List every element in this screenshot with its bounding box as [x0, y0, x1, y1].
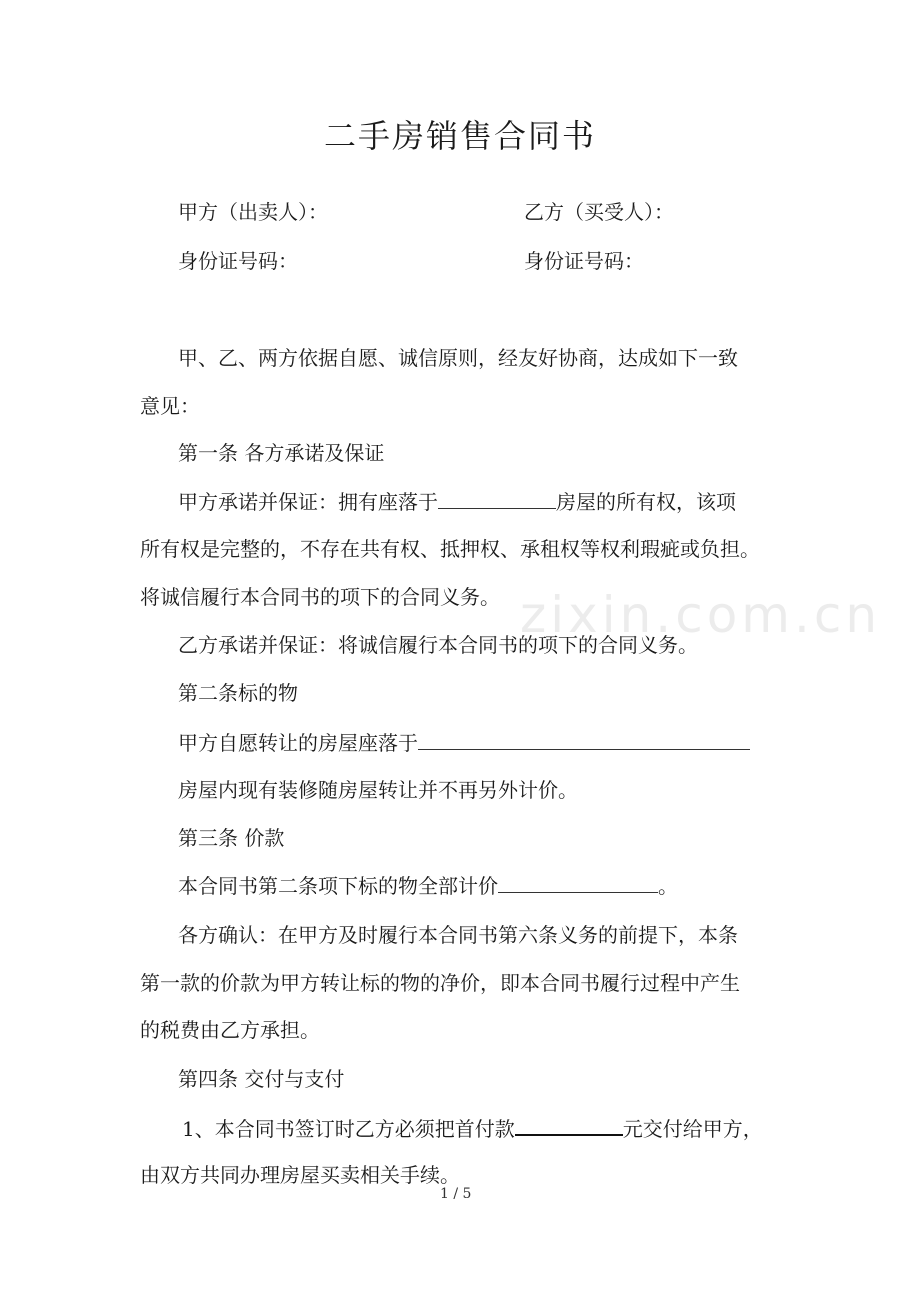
article-1-heading: 第一条 各方承诺及保证 — [178, 441, 385, 465]
article-4-heading: 第四条 交付与支付 — [178, 1067, 345, 1091]
total-price-blank[interactable] — [498, 870, 658, 893]
article-3-heading: 第三条 价款 — [178, 826, 285, 850]
article-1-party-a-text-post: 房屋的所有权，该项 — [556, 490, 736, 514]
watermark-text: zixin.com.cn — [520, 586, 882, 644]
article-1-party-a-line-1 — [178, 486, 736, 517]
page-number: 1 / 5 — [440, 1186, 472, 1202]
article-2-line-1 — [178, 727, 750, 758]
party-b-label: 乙方（买受人）： — [524, 200, 674, 224]
article-3-confirm-line-3: 的税费由乙方承担。 — [140, 1018, 320, 1042]
article-3-line-1 — [178, 870, 678, 901]
article-1-party-a-text-pre: 甲方承诺并保证：拥有座落于 — [178, 490, 438, 514]
intro-paragraph-line-2: 意见： — [140, 394, 200, 418]
house-location-blank[interactable] — [418, 727, 750, 750]
article-3-line-1-text-post: 。 — [658, 874, 678, 898]
down-payment-blank[interactable] — [515, 1112, 623, 1136]
document-title: 二手房销售合同书 — [323, 117, 596, 155]
article-3-confirm-line-1: 各方确认：在甲方及时履行本合同书第六条义务的前提下，本条 — [178, 923, 738, 947]
article-1-party-b: 乙方承诺并保证：将诚信履行本合同书的项下的合同义务。 — [178, 633, 698, 657]
article-4-line-2: 由双方共同办理房屋买卖相关手续。 — [140, 1163, 460, 1187]
article-3-line-1-text-pre: 本合同书第二条项下标的物全部计价 — [178, 874, 498, 898]
article-2-heading: 第二条标的物 — [178, 681, 298, 705]
party-a-id-label: 身份证号码： — [178, 249, 298, 273]
intro-paragraph-line-1: 甲、乙、两方依据自愿、诚信原则，经友好协商，达成如下一致 — [178, 346, 738, 370]
article-4-line-1 — [182, 1112, 763, 1144]
property-location-blank[interactable] — [438, 486, 556, 509]
article-1-party-a-line-3: 将诚信履行本合同书的项下的合同义务。 — [140, 585, 500, 609]
article-4-line-1-text-pre: 1、本合同书签订时乙方必须把首付款 — [182, 1117, 515, 1141]
article-2-line-2: 房屋内现有装修随房屋转让并不再另外计价。 — [178, 778, 578, 802]
article-3-confirm-line-2: 第一款的价款为甲方转让标的物的净价，即本合同书履行过程中产生 — [140, 971, 740, 995]
party-a-label: 甲方（出卖人）： — [178, 200, 328, 224]
article-1-party-a-line-2: 所有权是完整的，不存在共有权、抵押权、承租权等权利瑕疵或负担。 — [140, 537, 760, 561]
article-2-line-1-text: 甲方自愿转让的房屋座落于 — [178, 731, 418, 755]
party-b-id-label: 身份证号码： — [524, 249, 644, 273]
article-4-line-1-text-post: 元交付给甲方， — [622, 1117, 763, 1141]
